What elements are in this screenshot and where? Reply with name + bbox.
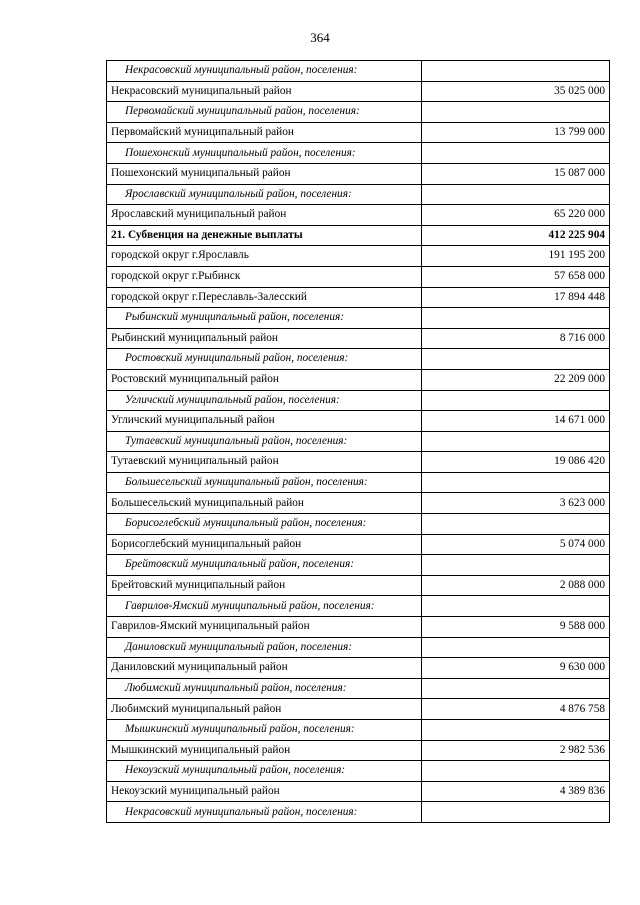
row-amount: 14 671 000 (422, 411, 610, 432)
row-name: Любимский муниципальный район (107, 699, 422, 720)
table-row-subheader (107, 514, 610, 535)
table-row-subheader (107, 637, 610, 658)
table-row (107, 122, 610, 143)
row-amount (422, 761, 610, 782)
table-row (107, 781, 610, 802)
row-name: Некрасовский муниципальный район, поселения: (107, 802, 422, 823)
row-name: Даниловский муниципальный район, поселения: (107, 637, 422, 658)
table-row (107, 658, 610, 679)
row-name: городской округ г.Рыбинск (107, 266, 422, 287)
row-amount (422, 431, 610, 452)
row-amount (422, 678, 610, 699)
table-row (107, 246, 610, 267)
table-row-subheader (107, 143, 610, 164)
row-name: Любимский муниципальный район, поселения: (107, 678, 422, 699)
row-amount (422, 390, 610, 411)
table-row-subheader (107, 184, 610, 205)
row-amount (422, 637, 610, 658)
table-row (107, 205, 610, 226)
row-amount: 22 209 000 (422, 369, 610, 390)
row-name: Некрасовский муниципальный район, поселения: (107, 61, 422, 82)
row-amount: 9 588 000 (422, 617, 610, 638)
row-name: городской округ г.Ярославль (107, 246, 422, 267)
table-row (107, 452, 610, 473)
table-row-subheader (107, 720, 610, 741)
budget-table (106, 60, 610, 823)
row-name: Пошехонский муниципальный район, поселения: (107, 143, 422, 164)
row-amount (422, 102, 610, 123)
row-amount (422, 802, 610, 823)
table-row (107, 328, 610, 349)
row-amount: 15 087 000 (422, 163, 610, 184)
row-name: Брейтовский муниципальный район (107, 575, 422, 596)
row-amount (422, 555, 610, 576)
row-name: 21. Субвенция на денежные выплаты (107, 225, 422, 246)
table-row (107, 163, 610, 184)
row-amount: 4 876 758 (422, 699, 610, 720)
table-row-subheader (107, 308, 610, 329)
table-row-subheader (107, 596, 610, 617)
row-name: Борисоглебский муниципальный район, поселения: (107, 514, 422, 535)
row-amount (422, 514, 610, 535)
row-name: Рыбинский муниципальный район (107, 328, 422, 349)
row-name: Большесельский муниципальный район (107, 493, 422, 514)
row-amount (422, 143, 610, 164)
row-name: Первомайский муниципальный район, поселения: (107, 102, 422, 123)
table-row-subheader (107, 61, 610, 82)
row-amount: 35 025 000 (422, 81, 610, 102)
row-name: Даниловский муниципальный район (107, 658, 422, 679)
row-name: Гаврилов-Ямский муниципальный район (107, 617, 422, 638)
table-row (107, 575, 610, 596)
row-amount: 191 195 200 (422, 246, 610, 267)
table-row (107, 369, 610, 390)
row-name: Большесельский муниципальный район, поселения: (107, 472, 422, 493)
row-name: Брейтовский муниципальный район, поселения: (107, 555, 422, 576)
table-row (107, 699, 610, 720)
table-row-subheader (107, 678, 610, 699)
row-name: Мышкинский муниципальный район, поселения: (107, 720, 422, 741)
row-amount: 19 086 420 (422, 452, 610, 473)
row-name: Ярославский муниципальный район (107, 205, 422, 226)
table-row (107, 493, 610, 514)
row-amount: 3 623 000 (422, 493, 610, 514)
row-amount: 2 982 536 (422, 740, 610, 761)
table-row (107, 534, 610, 555)
row-name: Рыбинский муниципальный район, поселения: (107, 308, 422, 329)
row-name: Тутаевский муниципальный район (107, 452, 422, 473)
row-amount (422, 596, 610, 617)
row-amount: 13 799 000 (422, 122, 610, 143)
table-row-subheader (107, 761, 610, 782)
row-amount: 9 630 000 (422, 658, 610, 679)
row-name: Ростовский муниципальный район (107, 369, 422, 390)
row-name: Некоузский муниципальный район (107, 781, 422, 802)
row-name: Ярославский муниципальный район, поселения: (107, 184, 422, 205)
row-name: городской округ г.Переславль-Залесский (107, 287, 422, 308)
row-amount: 17 894 448 (422, 287, 610, 308)
table-row-section-total (107, 225, 610, 246)
row-amount: 2 088 000 (422, 575, 610, 596)
row-name: Пошехонский муниципальный район (107, 163, 422, 184)
row-name: Некрасовский муниципальный район (107, 81, 422, 102)
row-name: Первомайский муниципальный район (107, 122, 422, 143)
table-row (107, 287, 610, 308)
row-amount: 4 389 836 (422, 781, 610, 802)
table-row-subheader (107, 431, 610, 452)
table-row-subheader (107, 555, 610, 576)
row-amount (422, 308, 610, 329)
row-amount: 412 225 904 (422, 225, 610, 246)
row-amount (422, 184, 610, 205)
row-name: Угличский муниципальный район, поселения: (107, 390, 422, 411)
table-row-subheader (107, 390, 610, 411)
table-row (107, 411, 610, 432)
page-number: 364 (310, 30, 330, 45)
row-amount: 57 658 000 (422, 266, 610, 287)
row-amount (422, 349, 610, 370)
row-name: Борисоглебский муниципальный район (107, 534, 422, 555)
table-row (107, 740, 610, 761)
table-row-subheader (107, 349, 610, 370)
table-row (107, 81, 610, 102)
row-name: Тутаевский муниципальный район, поселения: (107, 431, 422, 452)
row-name: Ростовский муниципальный район, поселения: (107, 349, 422, 370)
table-row (107, 266, 610, 287)
table-row (107, 617, 610, 638)
row-name: Мышкинский муниципальный район (107, 740, 422, 761)
row-amount: 8 716 000 (422, 328, 610, 349)
row-name: Некоузский муниципальный район, поселения: (107, 761, 422, 782)
table-row-subheader (107, 802, 610, 823)
table-body (107, 61, 610, 823)
table-row-subheader (107, 102, 610, 123)
table-row-subheader (107, 472, 610, 493)
row-amount (422, 61, 610, 82)
row-amount (422, 472, 610, 493)
row-amount: 5 074 000 (422, 534, 610, 555)
row-amount (422, 720, 610, 741)
row-name: Гаврилов-Ямский муниципальный район, поселения: (107, 596, 422, 617)
row-amount: 65 220 000 (422, 205, 610, 226)
row-name: Угличский муниципальный район (107, 411, 422, 432)
